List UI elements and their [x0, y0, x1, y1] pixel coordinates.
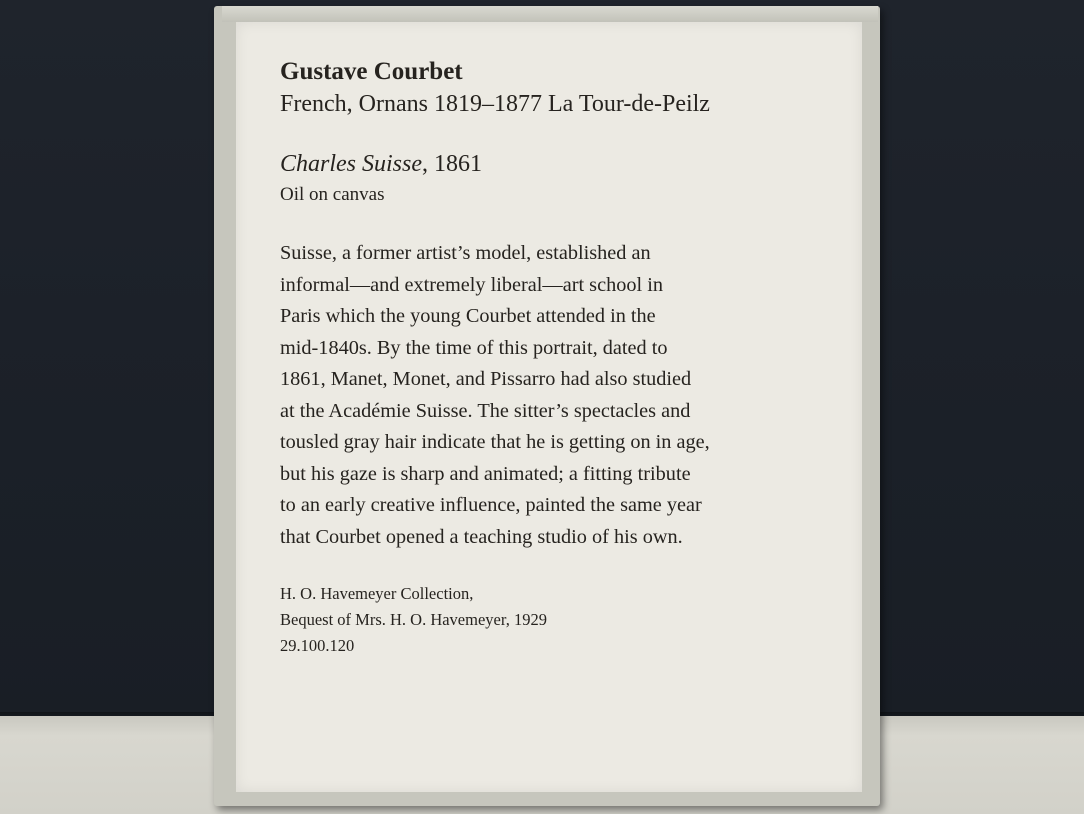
description-line: tousled gray hair indicate that he is getting on in age, — [280, 431, 710, 453]
description — [280, 238, 840, 553]
work-title: Charles Suisse — [280, 151, 423, 177]
description-line: Paris which the young Courbet attended in the — [280, 305, 656, 327]
museum-label-card — [236, 22, 862, 792]
credit-collection: H. O. Havemeyer Collection, — [280, 584, 474, 603]
description-line: mid-1840s. By the time of this portrait, dated to — [280, 336, 668, 359]
description-line: Suisse, a former artist’s model, established an — [280, 242, 651, 264]
artist-name: Gustave Courbet — [280, 58, 463, 85]
work-medium: Oil on canvas — [280, 184, 385, 205]
description-line: but his gaze is sharp and animated; a fitting tribute — [280, 462, 691, 485]
label-text — [280, 56, 840, 659]
credit-line — [280, 581, 840, 659]
description-line: at the Académie Suisse. The sitter’s spectacles and — [280, 399, 691, 422]
description-line: 1861, Manet, Monet, and Pissarro had also studied — [280, 368, 692, 390]
label-frame-top-edge — [222, 6, 878, 22]
artist-bio: French, Ornans 1819–1877 La Tour-de-Peilz — [280, 91, 710, 117]
work-date: , 1861 — [422, 151, 483, 177]
credit-bequest: Bequest of Mrs. H. O. Havemeyer, 1929 — [280, 610, 547, 629]
description-line: to an early creative influence, painted the same year — [280, 494, 702, 516]
description-line: that Courbet opened a teaching studio of his own. — [280, 525, 683, 548]
accession-number: 29.100.120 — [280, 636, 355, 655]
work-title-line — [280, 148, 840, 180]
description-line: informal—and extremely liberal—art school in — [280, 273, 663, 296]
